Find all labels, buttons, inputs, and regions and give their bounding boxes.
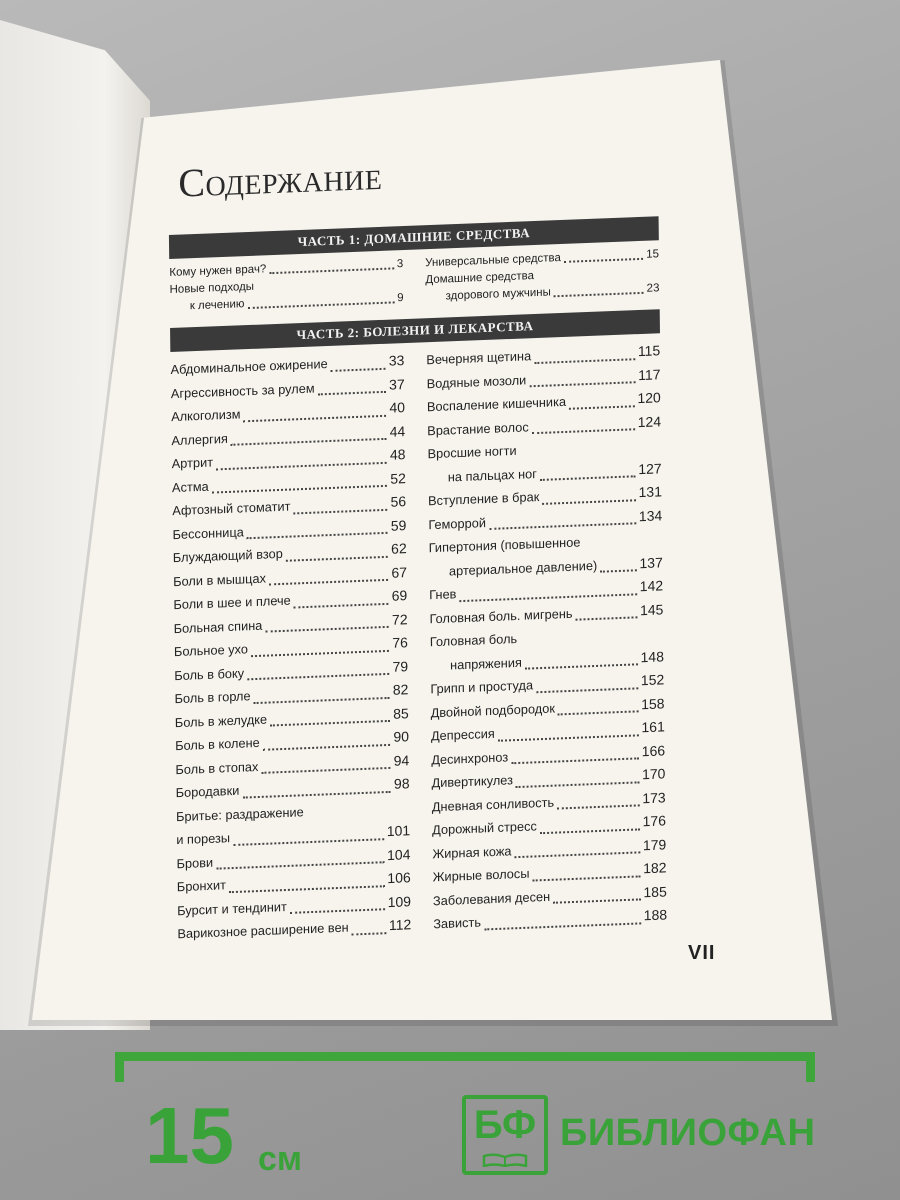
- toc-entry-page: 59: [390, 516, 407, 534]
- toc-entry-label: Бородавки: [175, 782, 240, 801]
- toc-entry-label: Кому нужен врач?: [169, 263, 267, 280]
- toc-entry-label: Гипертония (повышенное: [428, 534, 581, 556]
- toc-entry-label: Варикозное расширение вен: [177, 919, 349, 942]
- toc-entry-label: Боль в желудке: [174, 711, 268, 730]
- toc-entry-page: 94: [393, 751, 410, 769]
- dot-leader: [554, 292, 644, 297]
- toc-entry-label: Дивертикулез: [431, 772, 514, 791]
- dot-leader: [557, 804, 639, 809]
- toc-entry-page: 173: [642, 788, 666, 806]
- toc-entry-label: Дорожный стресс: [432, 818, 537, 838]
- toc-entry-label: Головная боль. мигрень: [429, 605, 573, 626]
- toc-entry-page: 33: [388, 352, 405, 369]
- toc-entry-page: 131: [638, 483, 663, 501]
- toc-entry-page: 69: [391, 587, 408, 604]
- toc-entry-page: 104: [386, 845, 411, 863]
- toc-entry-page: 44: [389, 422, 406, 440]
- dot-leader: [286, 555, 388, 561]
- dot-leader: [352, 932, 386, 935]
- dot-leader: [331, 367, 386, 371]
- toc-entry-label: Жирная кожа: [432, 842, 512, 861]
- dot-leader: [294, 602, 389, 608]
- toc-entry-page: 148: [640, 647, 665, 665]
- toc-entry-page: 182: [643, 859, 667, 877]
- toc-entry-page: 62: [391, 540, 407, 557]
- toc-entry-page: 23: [646, 282, 660, 295]
- toc-entry-label: Геморрой: [428, 514, 487, 532]
- dot-leader: [576, 616, 638, 620]
- logo-mark: БФ: [473, 1103, 537, 1147]
- toc-entry-label: Абдоминальное ожирение: [170, 356, 328, 378]
- toc-entry-page: 9: [397, 292, 404, 305]
- part2-right-column: [426, 339, 667, 936]
- dot-leader: [525, 663, 638, 669]
- toc-entry-label: здорового мужчины: [445, 286, 551, 303]
- toc-entry-label: Гнев: [429, 586, 457, 603]
- toc-entry-label: Блуждающий взор: [172, 545, 283, 566]
- toc-entry-page: 137: [639, 553, 663, 571]
- dot-leader: [293, 508, 387, 514]
- dot-leader: [536, 687, 638, 693]
- toc-entry-label: Врастание волос: [427, 418, 529, 438]
- dot-leader: [533, 875, 641, 881]
- toc-entry-label: Заболевания десен: [432, 888, 551, 908]
- toc-entry-label: Артрит: [171, 454, 214, 472]
- open-book-icon: [482, 1153, 528, 1167]
- toc-entry-page: 176: [642, 812, 667, 830]
- dot-leader: [542, 499, 635, 505]
- part1-entries: [169, 246, 659, 316]
- part1-heading: ЧАСТЬ 1: ДОМАШНИЕ СРЕДСТВА: [169, 216, 659, 259]
- dot-leader: [534, 358, 635, 364]
- toc-entry-label: Афтозный стоматит: [172, 498, 291, 519]
- toc-entry-label: Боль в колене: [175, 734, 260, 754]
- table-of-contents: [168, 141, 667, 946]
- toc-entry-page: 142: [639, 577, 664, 595]
- dot-leader: [600, 569, 636, 572]
- toc-entry-page: 109: [387, 892, 412, 910]
- toc-entry-page: 3: [396, 258, 404, 271]
- dot-leader: [564, 258, 643, 263]
- toc-entry-label: Вечерняя щетина: [426, 348, 532, 368]
- toc-entry-label: Бронхит: [176, 877, 227, 895]
- toc-entry-page: 56: [390, 493, 407, 510]
- toc-entry-page: 161: [641, 718, 665, 736]
- dot-leader: [569, 405, 634, 410]
- toc-entry-page: 179: [642, 835, 667, 853]
- dot-leader: [540, 475, 635, 481]
- dot-leader: [529, 381, 635, 387]
- toc-entry-page: 152: [640, 671, 665, 689]
- toc-entry-page: 124: [637, 412, 662, 430]
- toc-entry-label: Водяные мозоли: [426, 371, 527, 391]
- toc-entry-label: на пальцах ног: [447, 465, 538, 484]
- toc-entry-label: Жирные волосы: [432, 865, 530, 885]
- toc-entry-label: Боли в шее и плече: [173, 592, 291, 613]
- toc-entry-label: Бурсит и тендинит: [177, 898, 287, 918]
- page-title: Содержание: [178, 152, 383, 206]
- toc-entry-label: Бритье: раздражение: [175, 803, 304, 824]
- part1-left-column: [169, 256, 403, 316]
- dot-leader: [532, 428, 635, 434]
- toc-entry-page: 48: [389, 446, 406, 463]
- toc-entry-label: и порезы: [176, 830, 231, 848]
- toc-entry-label: Боли в мышцах: [173, 570, 267, 589]
- toc-entry-label: Воспаление кишечника: [426, 393, 567, 415]
- toc-entry-label: Грипп и простуда: [430, 677, 534, 697]
- dot-leader: [318, 391, 387, 396]
- toc-entry-label: Брови: [176, 854, 214, 871]
- toc-entry-label: Боль в боку: [174, 664, 245, 683]
- toc-entry-label: Больная спина: [173, 617, 263, 636]
- brand-logo-icon: [462, 1095, 548, 1175]
- toc-entry-label: Боль в стопах: [175, 758, 259, 777]
- toc-entry-page: 101: [386, 822, 411, 840]
- page-number: VII: [688, 942, 716, 964]
- toc-entry-page: 134: [638, 506, 663, 524]
- size-number: 15: [145, 1091, 234, 1180]
- toc-entry-label: к лечению: [189, 298, 245, 313]
- dot-leader: [290, 908, 385, 914]
- dot-leader: [553, 898, 640, 903]
- toc-entry-label: Депрессия: [430, 725, 495, 744]
- toc-entry-label: артериальное давление): [448, 557, 598, 579]
- toc-entry-label: Домашние средства: [425, 270, 535, 287]
- toc-entry-page: 40: [389, 399, 406, 416]
- toc-entry-label: Алкоголизм: [171, 406, 241, 425]
- dot-leader: [270, 720, 390, 727]
- toc-entry-label: Новые подходы: [169, 280, 255, 297]
- toc-entry-page: 166: [641, 741, 666, 759]
- toc-entry-label: Дневная сонливость: [431, 794, 555, 814]
- dot-leader: [484, 922, 641, 930]
- dot-leader: [540, 828, 640, 834]
- toc-entry-page: 115: [637, 342, 661, 360]
- dot-leader: [269, 579, 388, 586]
- toc-entry-page: 112: [388, 916, 412, 934]
- toc-entry-label: Больное ухо: [173, 641, 249, 660]
- part1-right-column: [425, 246, 659, 306]
- toc-entry-page: 90: [393, 728, 410, 745]
- toc-entry-page: 15: [646, 248, 660, 261]
- toc-entry-page: 170: [641, 765, 666, 783]
- toc-entry-label: Аллергия: [171, 430, 228, 448]
- toc-entry-label: Вступление в брак: [428, 488, 540, 509]
- size-unit: см: [258, 1140, 303, 1178]
- toc-entry-label: Зависть: [433, 914, 482, 932]
- toc-entry-page: 79: [392, 657, 409, 675]
- toc-entry-page: 37: [389, 375, 405, 393]
- part2-left-column: [170, 349, 411, 946]
- toc-entry-page: 120: [637, 389, 661, 407]
- toc-entry-page: 145: [639, 600, 664, 618]
- toc-entry-page: 82: [392, 681, 409, 698]
- toc-entry-page: 127: [638, 459, 662, 477]
- toc-entry-page: 98: [393, 775, 410, 792]
- dot-leader: [558, 710, 638, 715]
- toc-entry-page: 188: [643, 906, 668, 924]
- toc-entry-page: 185: [643, 882, 667, 900]
- toc-entry-page: 76: [392, 634, 408, 651]
- toc-entry-label: Универсальные средства: [425, 251, 561, 270]
- toc-entry-page: 67: [391, 563, 408, 581]
- part2-entries: [170, 339, 667, 945]
- toc-entry-label: Вросшие ногти: [427, 442, 517, 462]
- toc-entry-page: 106: [387, 869, 411, 887]
- toc-entry-label: Боль в горле: [174, 688, 251, 707]
- ruler-bracket: [115, 1052, 815, 1082]
- toc-entry-page: 72: [391, 610, 408, 628]
- toc-entry-page: 158: [641, 694, 665, 712]
- toc-entry-page: 117: [638, 365, 661, 383]
- part2-heading: ЧАСТЬ 2: БОЛЕЗНИ И ЛЕКАРСТВА: [170, 309, 660, 352]
- toc-entry-page: 85: [393, 704, 409, 722]
- toc-entry-label: Астма: [171, 478, 209, 495]
- toc-entry-label: Головная боль: [429, 630, 518, 650]
- toc-entry-label: Агрессивность за рулем: [170, 380, 315, 401]
- toc-entry-label: Десинхроноз: [431, 748, 509, 767]
- brand-name: БИБЛИОФАН: [560, 1112, 816, 1154]
- toc-entry-label: Бессонница: [172, 523, 244, 542]
- toc-entry-page: 52: [390, 469, 406, 487]
- dot-leader: [248, 301, 395, 309]
- toc-entry-label: Двойной подбородок: [430, 700, 555, 720]
- toc-entry-label: напряжения: [449, 654, 522, 673]
